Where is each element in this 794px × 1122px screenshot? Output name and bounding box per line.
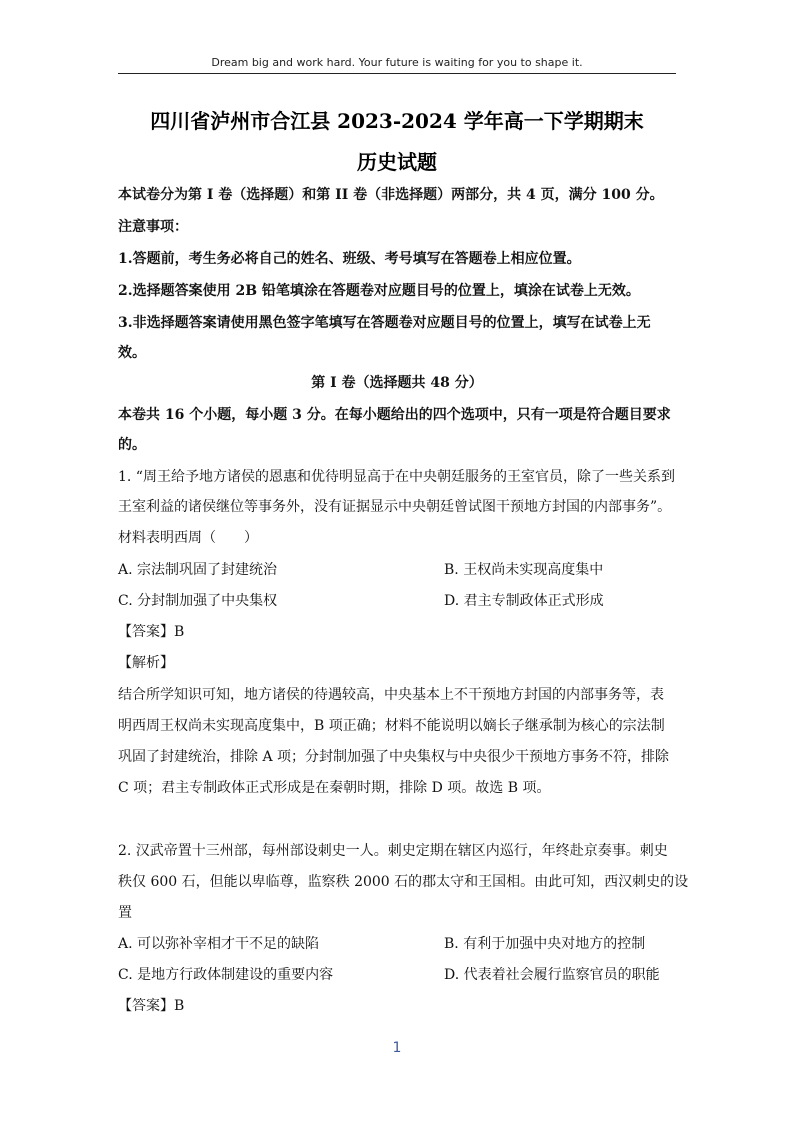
q1-analysis-2: 明西周王权尚未实现高度集中，B 项正确；材料不能说明以嫡长子继承制为核心的宗法制 bbox=[118, 718, 665, 734]
q1-stem-a: 1. “周王给予地方诸侯的恩惠和优待明显高于在中央朝廷服务的王室官员，除了一些关系到 bbox=[118, 469, 675, 485]
q1-analysis-label: 【解析】 bbox=[118, 655, 174, 671]
q2-stem-b: 秩仅 600 石，但能以卑临尊，监察秩 2000 石的郡太守和王国相。由此可知，西汉刺史的设 bbox=[118, 874, 689, 890]
q2-option-c: C. 是地方行政体制建设的重要内容 bbox=[118, 967, 334, 983]
page-title: 四川省泸州市合江县 2023-2024 学年高一下学期期末 bbox=[150, 109, 644, 133]
q1-analysis-4: C 项；君主专制政体正式形成是在秦朝时期，排除 D 项。故选 B 项。 bbox=[118, 780, 551, 796]
q2-stem-c: 置 bbox=[118, 905, 132, 921]
note-3b: 效。 bbox=[118, 345, 146, 361]
q2-stem-a: 2. 汉武帝置十三州部，每州部设刺史一人。刺史定期在辖区内巡行，年终赴京奏事。刺史 bbox=[118, 843, 668, 859]
section-instructions-a: 本卷共 16 个小题，每小题 3 分。在每小题给出的四个选项中，只有一项是符合题目要求 bbox=[118, 407, 671, 423]
q2-option-d: D. 代表着社会履行监察官员的职能 bbox=[444, 967, 660, 983]
q2-option-b: B. 有利于加强中央对地方的控制 bbox=[444, 936, 646, 952]
paper-info: 本试卷分为第 I 卷（选择题）和第 II 卷（非选择题）两部分，共 4 页，满分 100 分。 bbox=[118, 187, 664, 203]
q1-stem-c: 材料表明西周（ ） bbox=[118, 530, 258, 546]
note-3a: 3.非选择题答案请使用黑色签字笔填写在答题卷对应题目号的位置上，填写在试卷上无 bbox=[118, 315, 651, 331]
q1-stem-b: 王室利益的诸侯继位等事务外，没有证据显示中央朝廷曾试图干预地方封国的内部事务”。 bbox=[118, 499, 672, 515]
q1-option-c: C. 分封制加强了中央集权 bbox=[118, 593, 278, 609]
notes-heading: 注意事项： bbox=[118, 219, 188, 235]
header-divider bbox=[118, 73, 676, 74]
q1-option-d: D. 君主专制政体正式形成 bbox=[444, 593, 604, 609]
q2-option-a: A. 可以弥补宰相才干不足的缺陷 bbox=[118, 936, 320, 952]
section-heading: 第 I 卷（选择题共 48 分） bbox=[311, 375, 483, 391]
q1-option-b: B. 王权尚未实现高度集中 bbox=[444, 562, 604, 578]
page-number: 1 bbox=[392, 1040, 402, 1056]
q1-answer: 【答案】B bbox=[118, 624, 185, 640]
note-2: 2.选择题答案使用 2B 铅笔填涂在答题卷对应题目号的位置上，填涂在试卷上无效。 bbox=[118, 283, 640, 299]
q2-answer: 【答案】B bbox=[118, 998, 185, 1014]
page-subtitle: 历史试题 bbox=[357, 150, 437, 174]
q1-analysis-1: 结合所学知识可知，地方诸侯的待遇较高，中央基本上不干预地方封国的内部事务等，表 bbox=[118, 687, 664, 703]
header-motto: Dream big and work hard. Your future is waiting for you to shape it. bbox=[211, 56, 583, 69]
q1-option-a: A. 宗法制巩固了封建统治 bbox=[118, 562, 278, 578]
q1-analysis-3: 巩固了封建统治，排除 A 项；分封制加强了中央集权与中央很少干预地方事务不符，排除 bbox=[118, 749, 670, 765]
note-1: 1.答题前，考生务必将自己的姓名、班级、考号填写在答题卷上相应位置。 bbox=[118, 251, 581, 267]
section-instructions-b: 的。 bbox=[118, 437, 146, 453]
